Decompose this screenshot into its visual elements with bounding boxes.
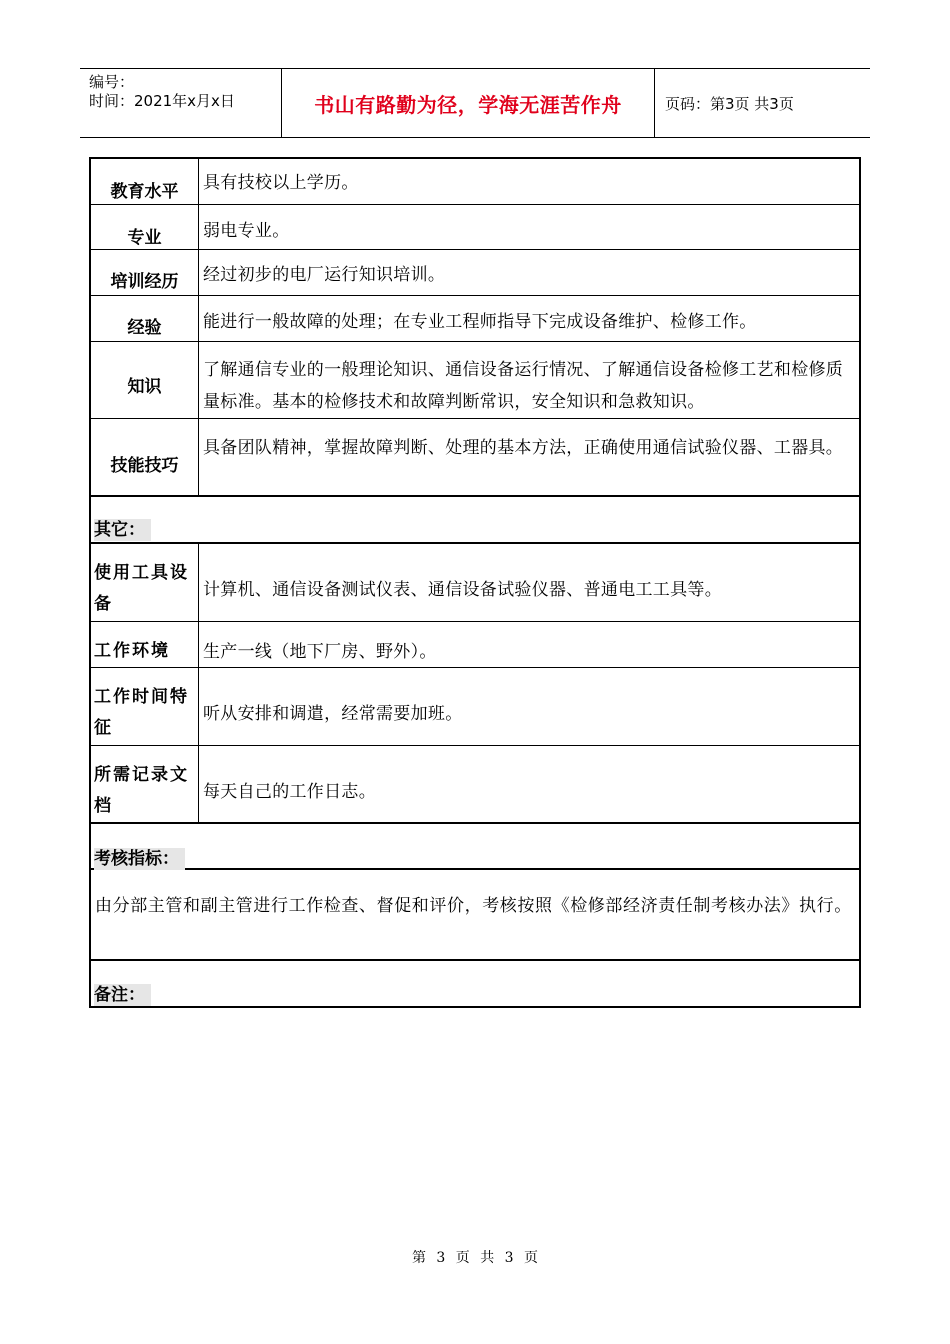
table-row [91, 419, 859, 497]
row-label: 教育水平 [91, 159, 199, 204]
row-label: 技能技巧 [91, 419, 199, 495]
section-row [91, 824, 859, 870]
table-row [91, 668, 859, 746]
table-row [91, 159, 859, 205]
row-label: 工作时间特 征 [91, 668, 199, 745]
row-value: 具备团队精神，掌握故障判断、处理的基本方法，正确使用通信试验仪器、工器具。 [203, 438, 844, 458]
table-row [91, 250, 859, 296]
header-motto: 书山有路勤为径，学海无涯苦作舟 [282, 69, 655, 137]
row-label: 工作环境 [91, 622, 199, 667]
header-meta [80, 69, 282, 137]
section-row [91, 961, 859, 1006]
row-label: 培训经历 [91, 250, 199, 295]
table-row [91, 622, 859, 668]
assessment-section-title: 考核指标： [91, 824, 859, 868]
other-section-title: 其它： [91, 497, 859, 542]
row-value: 能进行一般故障的处理；在专业工程师指导下完成设备维护、检修工作。 [203, 312, 757, 332]
table-row [91, 205, 859, 250]
table-row [91, 342, 859, 419]
page-footer: 第 3 页 共 3 页 [411, 1250, 539, 1266]
page-header [80, 68, 870, 138]
row-value: 具有技校以上学历。 [203, 173, 359, 193]
table-row [91, 746, 859, 824]
row-value: 听从安排和调遣，经常需要加班。 [203, 704, 463, 724]
table-row [91, 544, 859, 622]
row-label: 使用工具设 备 [91, 544, 199, 621]
row-value: 每天自己的工作日志。 [203, 782, 376, 802]
assessment-text: 由分部主管和副主管进行工作检查、督促和评价，考核按照《检修部经济责任制考核办法》执行。 [95, 896, 852, 916]
code-label: 编号： [89, 73, 135, 91]
section-row [91, 497, 859, 544]
row-value: 生产一线（地下厂房、野外）。 [203, 642, 437, 662]
row-label: 所需记录文 档 [91, 746, 199, 822]
row-label: 专业 [91, 205, 199, 249]
row-label: 知识 [91, 342, 199, 418]
time-label: 时间：2021年x月x日 [89, 92, 235, 110]
row-value: 计算机、通信设备测试仪表、通信设备试验仪器、普通电工工具等。 [203, 580, 722, 600]
table-row [91, 870, 859, 961]
row-value: 经过初步的电厂运行知识培训。 [203, 265, 446, 285]
remarks-section-title: 备注： [91, 961, 859, 1006]
table-row [91, 296, 859, 342]
header-page-info: 页码：第3页 共3页 [665, 94, 794, 113]
row-value: 了解通信专业的一般理论知识、通信设备运行情况、了解通信设备检修工艺和检修质量标准。基本的检修技术和故障判断常识，安全知识和急救知识。 [203, 360, 844, 412]
row-label: 经验 [91, 296, 199, 341]
row-value: 弱电专业。 [203, 221, 290, 241]
job-description-table [89, 157, 861, 1008]
